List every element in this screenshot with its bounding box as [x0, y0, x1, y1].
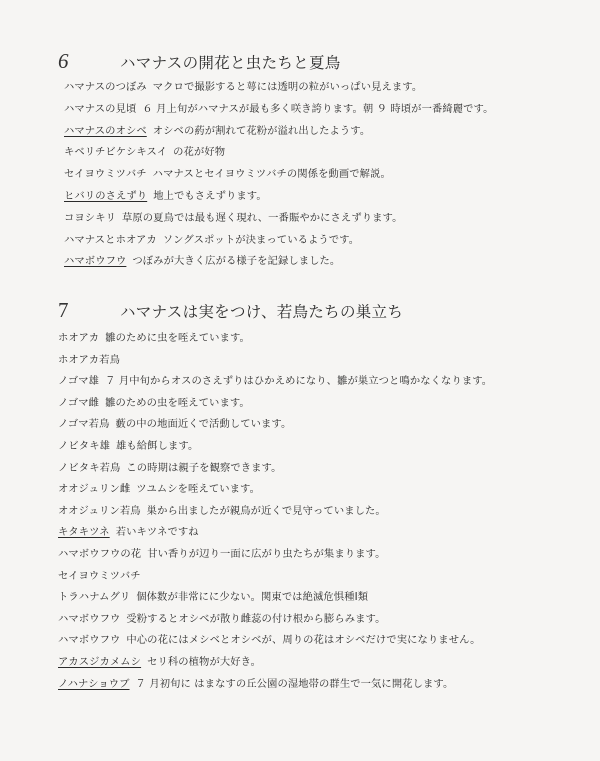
item-description: 地上でもさえずります。 — [153, 190, 267, 202]
item-description: 雄も給餌します。 — [115, 440, 199, 452]
item-description: ７ 月初旬に はまなすの丘公園の湿地帯の群生で一気に開花します。 — [135, 677, 454, 690]
item-key: ハマボウフウ — [58, 612, 121, 625]
item-key: オオジュリン雌 — [58, 483, 131, 496]
list-item — [58, 588, 368, 606]
item-description: オシベの葯が割れて花粉が溢れ出したようす。 — [152, 124, 371, 137]
list-item — [58, 351, 126, 369]
list-item — [58, 523, 199, 541]
item-description: ７ 月中旬からオスのさえずりはひかえめになり、雛が巣立つと鳴かなくなります。 — [105, 375, 493, 388]
item-key: ノハナショウブ — [58, 677, 130, 690]
list-item — [58, 545, 386, 563]
list-item — [64, 100, 494, 118]
item-key: セイヨウミツバチ — [64, 168, 147, 181]
list-item — [64, 165, 391, 183]
item-description: セリ科の植物が大好き。 — [147, 656, 262, 668]
item-description: 草原の夏鳥では最も遅く現れ、一番賑やかにさえずります。 — [121, 211, 403, 224]
item-key: ハマボウフウ — [64, 255, 127, 268]
item-key: ハマナスとホオアカ — [64, 233, 157, 246]
list-item — [58, 567, 147, 585]
list-item — [58, 415, 291, 433]
item-key: ホオアカ — [58, 332, 100, 344]
item-key: ハマボウフウの花 — [58, 548, 142, 560]
item-description: ６ 月上旬がハマナスが最も多く咲き誇ります。朝 ９ 時頃が一番綺麗です。 — [142, 102, 494, 115]
item-description: マクロで撮影すると萼には透明の粒がいっぱい見えます。 — [152, 81, 423, 93]
list-item — [58, 610, 386, 628]
item-description: つぼみが大きく広がる様子を記録しました。 — [132, 255, 341, 268]
item-description: の花が好物 — [173, 146, 226, 159]
item-description: 雛のための虫を咥えています。 — [105, 396, 250, 409]
item-key: ハマナスのオシベ — [64, 124, 147, 137]
item-key: ヒバリのさえずり — [64, 190, 148, 202]
list-item — [58, 502, 386, 520]
list-item — [58, 329, 250, 347]
list-item — [58, 653, 261, 671]
list-item — [64, 209, 403, 227]
item-key: ハマナスのつぼみ — [64, 81, 147, 93]
section-6-number: 6 — [58, 49, 69, 73]
item-description: 雛のために虫を咥えています。 — [105, 332, 250, 344]
list-item — [64, 231, 359, 249]
list-item — [58, 437, 198, 455]
item-description: 若いキツネですね — [115, 526, 199, 539]
item-key: オオジュリン若鳥 — [58, 504, 141, 517]
list-item — [58, 459, 282, 477]
item-key: コヨシキリ — [64, 211, 116, 224]
item-key: ノゴマ雄 — [58, 375, 100, 388]
section-6-title: ハマナスの開花と虫たちと夏鳥 — [120, 54, 341, 72]
list-item — [64, 122, 370, 140]
list-item — [58, 631, 481, 649]
list-item — [64, 252, 340, 270]
item-key: キベリチビケシキスイ — [64, 146, 168, 159]
item-description: 巣から出ましたが親鳥が近くで見守っていました。 — [146, 504, 386, 517]
item-key: ノビタキ若鳥 — [58, 461, 121, 474]
section-7-number: 7 — [58, 298, 69, 322]
list-item — [64, 187, 267, 205]
list-item — [58, 675, 453, 693]
item-key: セイヨウミツバチ — [58, 569, 141, 582]
list-item — [58, 394, 250, 412]
item-key: ノビタキ雄 — [58, 440, 110, 452]
item-key: アカスジカメムシ — [58, 656, 142, 668]
item-key: ハマナスの見頃 — [64, 102, 137, 115]
item-key: ホオアカ若鳥 — [58, 353, 120, 366]
list-item — [64, 78, 422, 96]
item-key: ハマボウフウ — [58, 634, 121, 647]
item-description: 受粉するとオシベが散り雌蕊の付け根から膨らみます。 — [126, 612, 386, 625]
item-key: ノゴマ若鳥 — [58, 418, 110, 431]
list-item — [58, 372, 492, 390]
item-key: トラハナムグリ — [58, 591, 131, 604]
item-description: この時期は親子を観察できます。 — [126, 461, 282, 474]
item-description: 個体数が非常にに少ない。関東では絶滅危惧種Ⅰ類 — [136, 591, 369, 604]
item-description: 甘い香りが辺り一面に広がり虫たちが集まります。 — [147, 548, 386, 560]
item-description: 中心の花にはメシベとオシベが、周りの花はオシベだけで実になりません。 — [126, 634, 481, 647]
item-description: 藪の中の地面近くで活動しています。 — [115, 418, 292, 431]
list-item — [58, 480, 260, 498]
section-6-heading — [58, 49, 341, 74]
item-description: ハマナスとセイヨウミツバチの関係を動画で解説。 — [152, 168, 391, 181]
list-item — [64, 143, 225, 161]
item-key: キタキツネ — [58, 526, 110, 539]
item-key: ノゴマ雌 — [58, 396, 100, 409]
section-7-title: ハマナスは実をつけ、若鳥たちの巣立ち — [120, 303, 404, 321]
item-description: ソングスポットが決まっているようです。 — [162, 233, 360, 246]
item-description: ツユムシを咥えています。 — [136, 483, 260, 496]
section-7-heading — [58, 298, 403, 323]
